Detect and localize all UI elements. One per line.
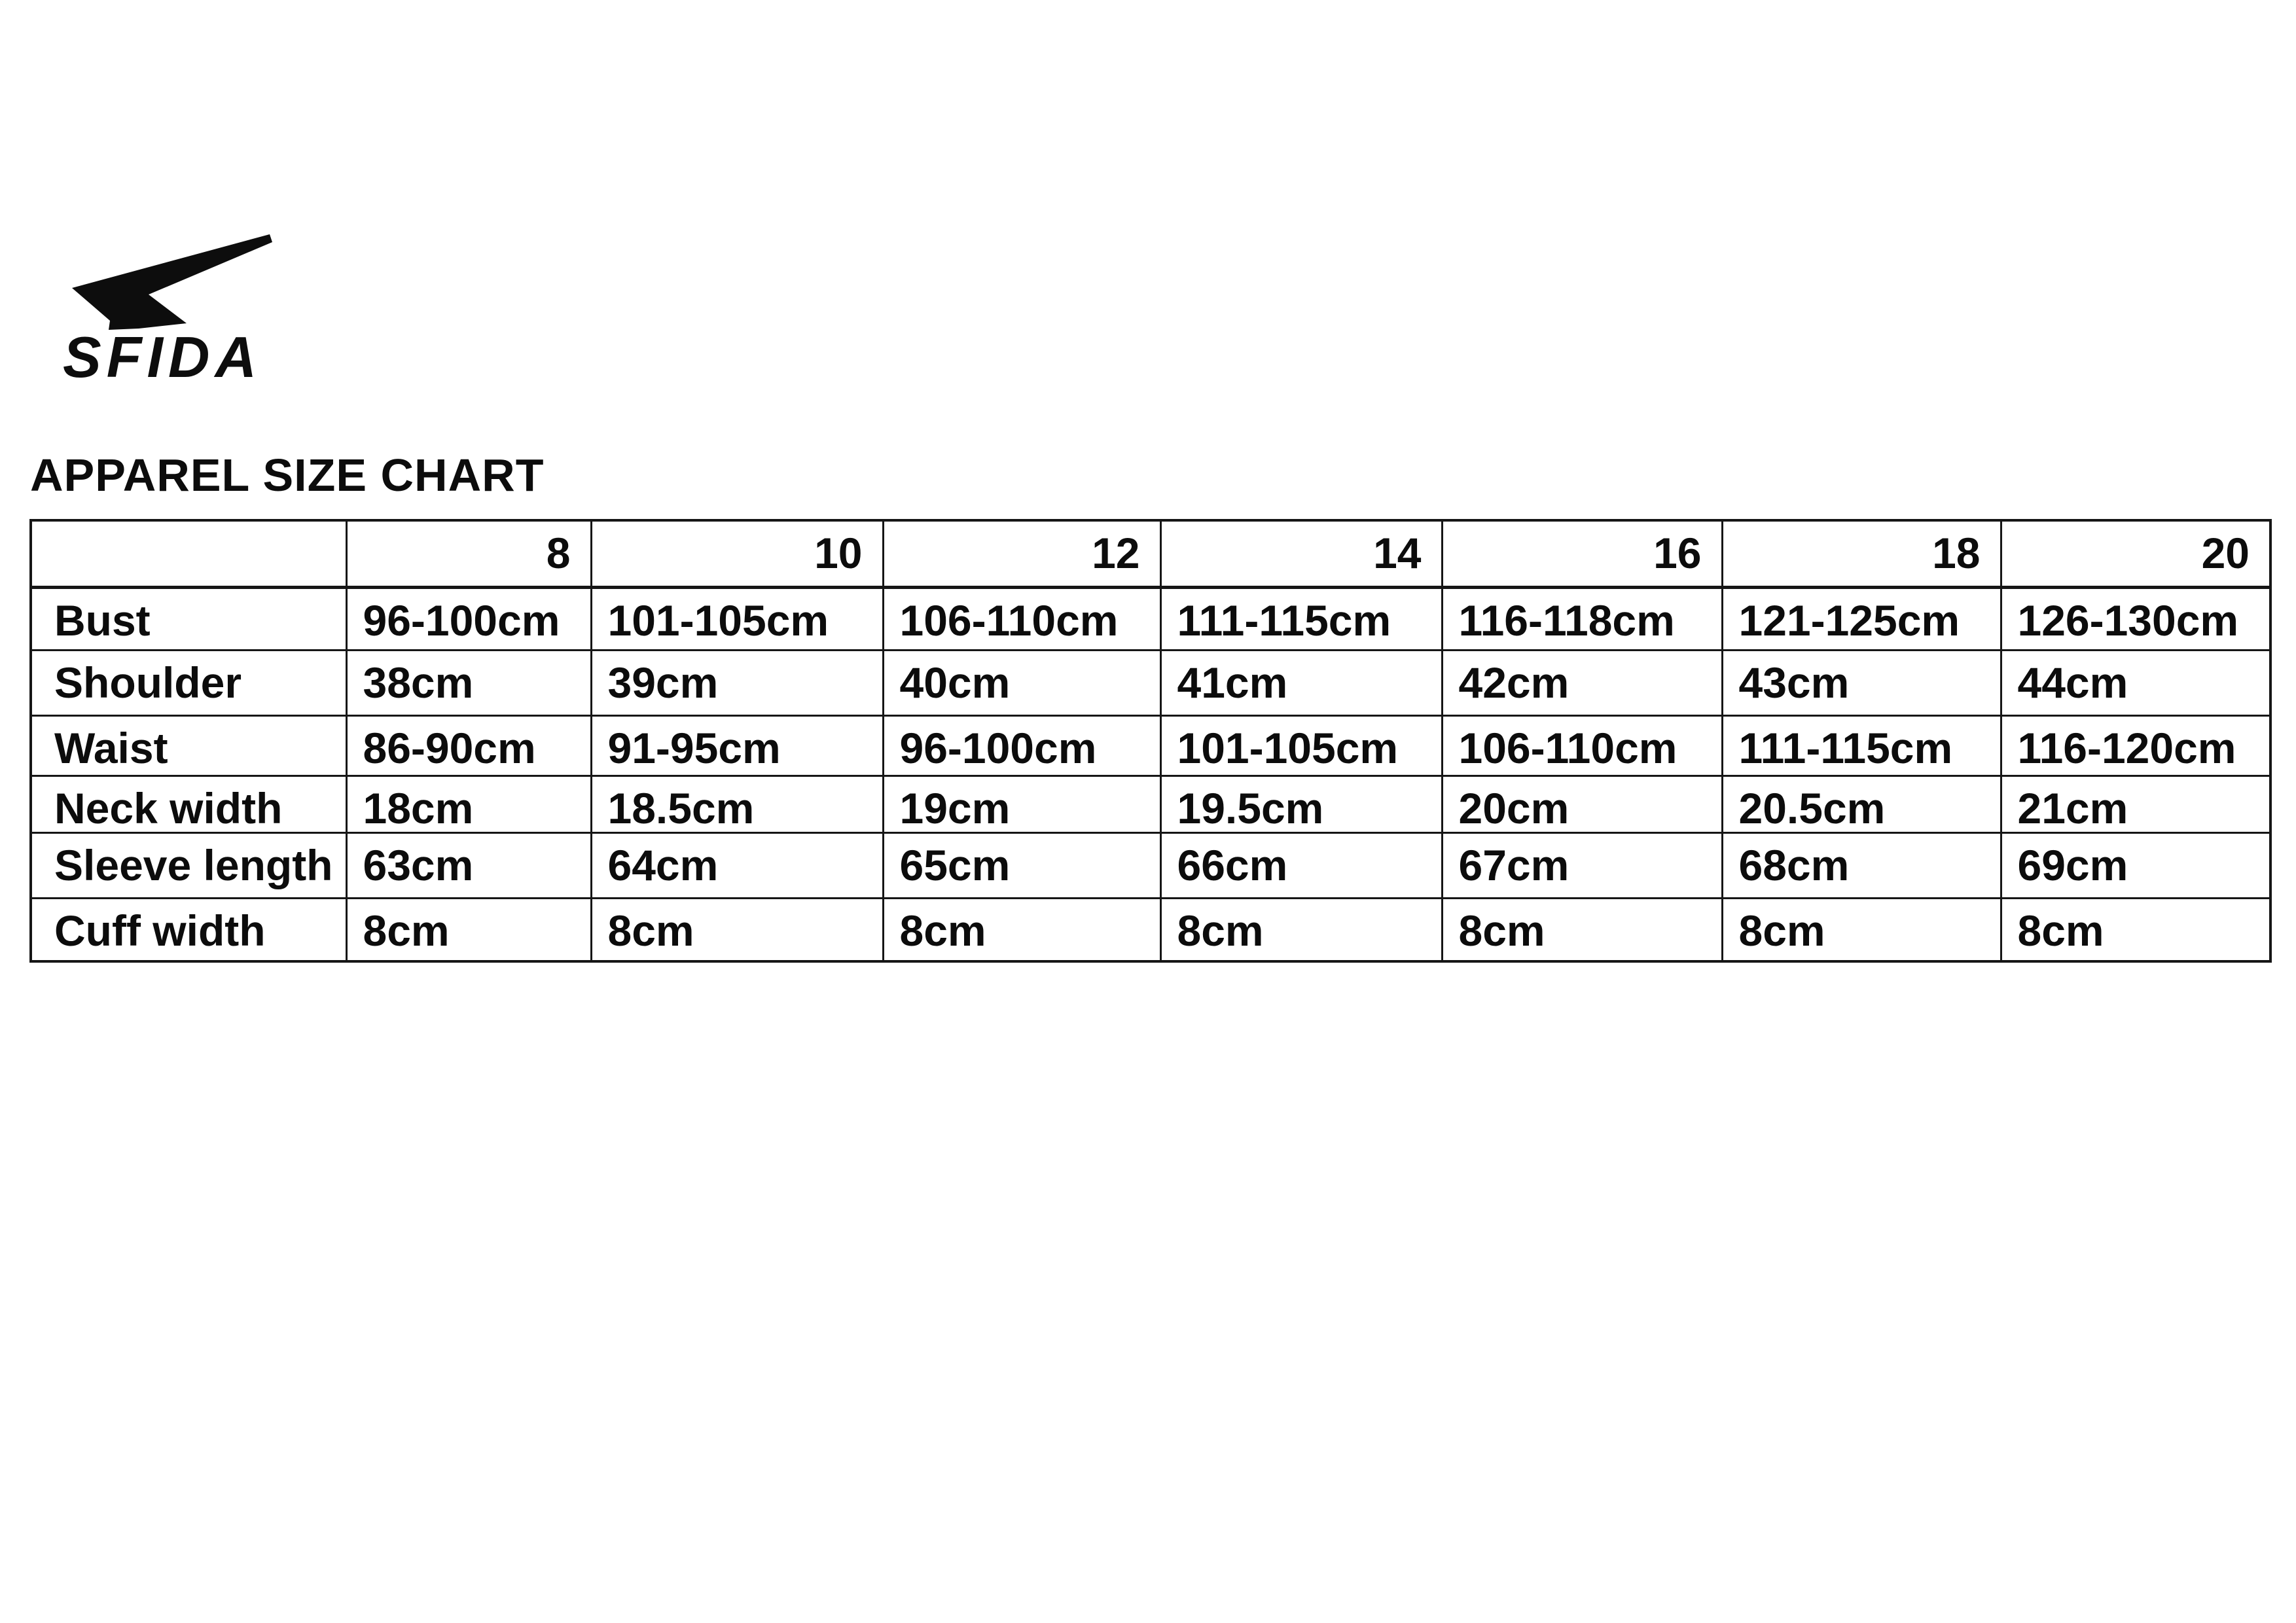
measurement-value-cell: 42cm bbox=[1442, 650, 1722, 715]
measurement-value-cell: 69cm bbox=[2001, 833, 2270, 899]
size-column-header: 20 bbox=[2001, 520, 2270, 587]
measurement-value-cell: 19cm bbox=[883, 776, 1160, 833]
measurement-value-cell: 63cm bbox=[346, 833, 591, 899]
measurement-value-cell: 8cm bbox=[591, 899, 883, 961]
measurement-value-cell: 67cm bbox=[1442, 833, 1722, 899]
measurement-label: Cuff width bbox=[31, 899, 346, 961]
measurement-value-cell: 126-130cm bbox=[2001, 587, 2270, 650]
measurement-label: Waist bbox=[31, 715, 346, 776]
page-title: APPAREL SIZE CHART bbox=[30, 450, 545, 501]
measurement-label: Bust bbox=[31, 587, 346, 650]
measurement-value-cell: 8cm bbox=[1160, 899, 1442, 961]
measurement-value-cell: 96-100cm bbox=[883, 715, 1160, 776]
measurement-label: Neck width bbox=[31, 776, 346, 833]
size-column-header: 16 bbox=[1442, 520, 1722, 587]
measurement-row bbox=[31, 833, 2270, 899]
size-column-header: 14 bbox=[1160, 520, 1442, 587]
size-column-header: 10 bbox=[591, 520, 883, 587]
brand-wordmark: SFIDA bbox=[63, 325, 262, 389]
measurement-value-cell: 40cm bbox=[883, 650, 1160, 715]
measurement-label: Shoulder bbox=[31, 650, 346, 715]
measurement-value-cell: 91-95cm bbox=[591, 715, 883, 776]
measurement-value-cell: 38cm bbox=[346, 650, 591, 715]
size-column-header: 8 bbox=[346, 520, 591, 587]
measurement-value-cell: 111-115cm bbox=[1160, 587, 1442, 650]
measurement-value-cell: 111-115cm bbox=[1722, 715, 2001, 776]
measurement-row bbox=[31, 715, 2270, 776]
measurement-value-cell: 8cm bbox=[346, 899, 591, 961]
measurement-value-cell: 8cm bbox=[1442, 899, 1722, 961]
size-header-row bbox=[31, 520, 2270, 587]
measurement-value-cell: 43cm bbox=[1722, 650, 2001, 715]
apparel-size-chart-table bbox=[29, 519, 2272, 963]
measurement-value-cell: 41cm bbox=[1160, 650, 1442, 715]
size-chart-body bbox=[31, 587, 2270, 961]
sfida-swoosh-icon bbox=[59, 230, 275, 332]
measurement-value-cell: 121-125cm bbox=[1722, 587, 2001, 650]
measurement-value-cell: 101-105cm bbox=[1160, 715, 1442, 776]
measurement-value-cell: 96-100cm bbox=[346, 587, 591, 650]
measurement-value-cell: 21cm bbox=[2001, 776, 2270, 833]
measurement-value-cell: 18cm bbox=[346, 776, 591, 833]
measurement-value-cell: 106-110cm bbox=[883, 587, 1160, 650]
corner-cell bbox=[31, 520, 346, 587]
size-column-header: 12 bbox=[883, 520, 1160, 587]
measurement-value-cell: 20cm bbox=[1442, 776, 1722, 833]
measurement-row bbox=[31, 776, 2270, 833]
measurement-value-cell: 65cm bbox=[883, 833, 1160, 899]
measurement-value-cell: 116-120cm bbox=[2001, 715, 2270, 776]
size-column-header: 18 bbox=[1722, 520, 2001, 587]
measurement-value-cell: 68cm bbox=[1722, 833, 2001, 899]
measurement-value-cell: 101-105cm bbox=[591, 587, 883, 650]
measurement-value-cell: 66cm bbox=[1160, 833, 1442, 899]
measurement-value-cell: 20.5cm bbox=[1722, 776, 2001, 833]
measurement-value-cell: 8cm bbox=[2001, 899, 2270, 961]
measurement-value-cell: 116-118cm bbox=[1442, 587, 1722, 650]
measurement-value-cell: 8cm bbox=[1722, 899, 2001, 961]
measurement-value-cell: 64cm bbox=[591, 833, 883, 899]
measurement-label: Sleeve length bbox=[31, 833, 346, 899]
measurement-value-cell: 39cm bbox=[591, 650, 883, 715]
measurement-row bbox=[31, 587, 2270, 650]
measurement-row bbox=[31, 650, 2270, 715]
measurement-value-cell: 44cm bbox=[2001, 650, 2270, 715]
measurement-value-cell: 19.5cm bbox=[1160, 776, 1442, 833]
measurement-row bbox=[31, 899, 2270, 961]
measurement-value-cell: 86-90cm bbox=[346, 715, 591, 776]
measurement-value-cell: 8cm bbox=[883, 899, 1160, 961]
measurement-value-cell: 106-110cm bbox=[1442, 715, 1722, 776]
measurement-value-cell: 18.5cm bbox=[591, 776, 883, 833]
